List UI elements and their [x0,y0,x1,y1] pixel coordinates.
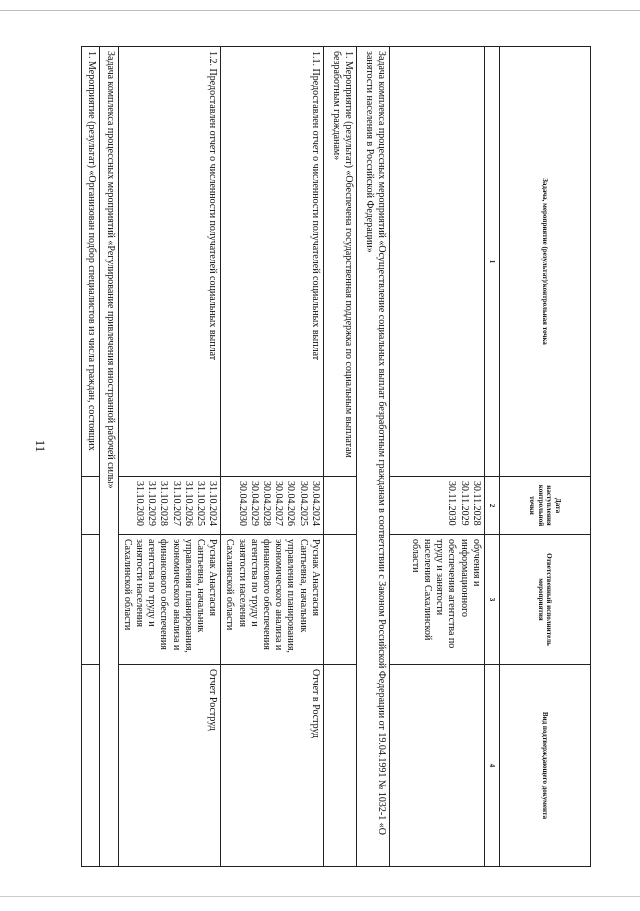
date-cell [118,477,221,535]
executor-cell: Руснак Анастасия Сантьевна, начальник управления планирования, экономического анализа и финансового обеспечения агентства по труду и занятости населения Сахалинской области [118,535,221,665]
task-row [99,47,118,867]
header-document: Вид подтверждающего документа [500,665,591,867]
header-executor: Ответственный исполнитель мероприятия [500,535,591,665]
table-header-row [500,47,591,867]
column-number: 3 [484,535,499,665]
date-cell [389,477,484,535]
column-number: 2 [484,477,499,535]
date-value: 31.10.2026 [182,481,194,526]
measure-row [323,47,356,867]
rotated-page [57,46,591,866]
date-value: 30.04.2027 [273,481,285,526]
date-value: 31.10.2030 [133,481,145,526]
task-text: Задача комплекса процессных мероприятий «Осуществление социальных выплат безработным гражданам в соответствии с Законом Российской Федерации от 19.04.1991 № 1032-1 «О занятости населения в Российской Федерации» [356,47,389,867]
measure-row [82,47,99,867]
page-number: 11 [33,439,48,453]
date-cell [221,477,324,535]
task-cell [389,47,484,477]
date-value: 30.11.2029 [458,481,470,526]
column-number: 1 [484,47,499,477]
document-cell [389,665,484,867]
date-value: 30.04.2025 [297,481,309,526]
executor-cell: обучения и информационного обеспечения агентства по труду и занятости населения Сахалинской области [389,535,484,665]
date-value: 31.10.2024 [207,481,219,526]
task-text: Задача комплекса процессных мероприятий «Регулирование привлечения иностранной рабочей силы» [99,47,118,867]
table-row [118,47,221,867]
date-cell [82,477,99,535]
date-value: 30.11.2030 [446,481,458,526]
column-number: 4 [484,665,499,867]
measure-text: 1. Мероприятие (результат) «Организован подбор специалистов из числа граждан, состоящих [82,47,99,477]
task-row [356,47,389,867]
executor-cell: Руснак Анастасия Сантьевна, начальник управления планирования, экономического анализа и финансового обеспечения агентства по труду и занятости населения Сахалинской области [221,535,324,665]
control-point-name: 1.1. Предоставлен отчет о численности получателей социальных выплат [221,47,324,477]
document-cell: Отчет в Роструд [221,665,324,867]
date-value: 30.04.2026 [285,481,297,526]
header-task: Задача, мероприятие (результат)/контрольная точка [500,47,591,477]
date-cell [323,477,356,535]
document-cell: Отчет Роструд [118,665,221,867]
table-row [221,47,324,867]
date-value: 30.04.2028 [260,481,272,526]
date-value: 31.10.2027 [170,481,182,526]
table-row [389,47,484,867]
column-number-row [484,47,499,867]
date-value: 30.04.2029 [248,481,260,526]
header-date: Дата наступления контрольной точки [500,477,591,535]
date-value: 30.04.2030 [236,481,248,526]
date-value: 30.04.2024 [309,481,321,526]
executor-cell [323,535,356,665]
executor-cell [82,535,99,665]
scan-edge-top [0,10,640,11]
scan-edge-bottom [0,896,640,897]
date-value: 31.10.2029 [146,481,158,526]
control-point-name: 1.2. Предоставлен отчет о численности получателей социальных выплат [118,47,221,477]
date-value: 31.10.2028 [158,481,170,526]
date-value: 31.10.2025 [194,481,206,526]
date-value: 30.11.2028 [470,481,482,526]
document-cell [323,665,356,867]
control-points-table [81,46,591,867]
measure-text: 1. Мероприятие (результат) «Обеспечена государственная поддержка по социальным выплатам безработным гражданам» [323,47,356,477]
document-cell [82,665,99,867]
